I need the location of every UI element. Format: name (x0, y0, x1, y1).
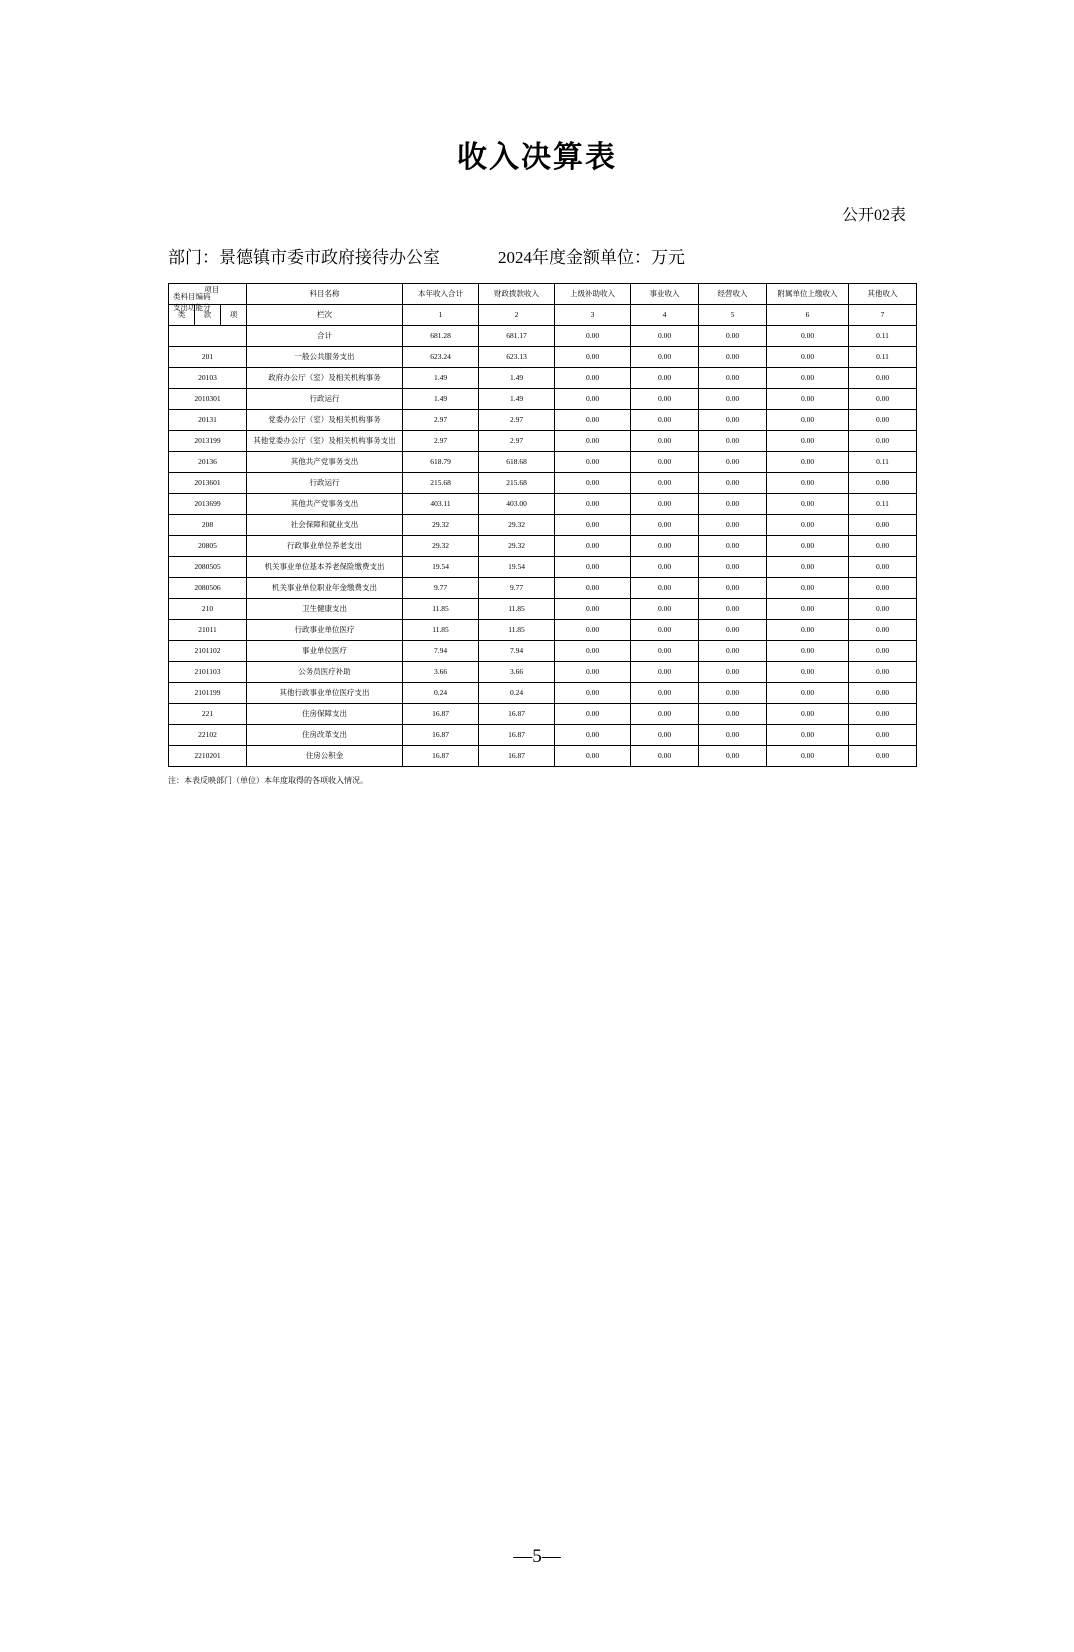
table-row (169, 494, 917, 515)
row-value-1: 3.66 (403, 662, 479, 683)
item-word-label: 项目 (204, 285, 220, 294)
row-code: 2080506 (169, 578, 247, 599)
row-subject-name: 党委办公厅（室）及相关机构事务 (247, 410, 403, 431)
row-value-6: 0.00 (767, 347, 849, 368)
table-row (169, 557, 917, 578)
row-value-7: 0.11 (849, 347, 917, 368)
row-subject-name: 机关事业单位基本养老保险缴费支出 (247, 557, 403, 578)
row-value-4: 0.00 (631, 389, 699, 410)
table-header-row (169, 284, 917, 305)
row-value-3: 0.00 (555, 620, 631, 641)
row-value-1: 11.85 (403, 620, 479, 641)
table-row (169, 431, 917, 452)
row-value-4: 0.00 (631, 515, 699, 536)
row-value-7: 0.00 (849, 746, 917, 767)
row-value-5: 0.00 (699, 347, 767, 368)
row-value-6: 0.00 (767, 599, 849, 620)
row-code: 20136 (169, 452, 247, 473)
row-code (169, 326, 247, 347)
row-code: 2101102 (169, 641, 247, 662)
row-value-3: 0.00 (555, 389, 631, 410)
row-value-4: 0.00 (631, 578, 699, 599)
row-value-1: 16.87 (403, 725, 479, 746)
row-value-3: 0.00 (555, 599, 631, 620)
row-value-7: 0.00 (849, 578, 917, 599)
row-code: 20131 (169, 410, 247, 431)
row-value-2: 681.17 (479, 326, 555, 347)
table-row (169, 620, 917, 641)
row-subject-name: 其他共产党事务支出 (247, 494, 403, 515)
row-value-2: 623.13 (479, 347, 555, 368)
document-page (0, 132, 1074, 1652)
column-index-4: 4 (631, 305, 699, 326)
row-value-6: 0.00 (767, 410, 849, 431)
row-value-6: 0.00 (767, 515, 849, 536)
row-value-1: 618.79 (403, 452, 479, 473)
row-value-7: 0.00 (849, 410, 917, 431)
row-value-2: 11.85 (479, 620, 555, 641)
row-value-5: 0.00 (699, 599, 767, 620)
row-value-3: 0.00 (555, 557, 631, 578)
row-value-7: 0.11 (849, 494, 917, 515)
table-row (169, 578, 917, 599)
row-code: 2080505 (169, 557, 247, 578)
row-value-2: 1.49 (479, 368, 555, 389)
row-value-3: 0.00 (555, 431, 631, 452)
functional-code-line2: 类科目编码 (173, 292, 211, 302)
row-subject-name: 其他行政事业单位医疗支出 (247, 683, 403, 704)
meta-row (0, 243, 1074, 273)
row-value-5: 0.00 (699, 431, 767, 452)
row-code: 2013601 (169, 473, 247, 494)
row-value-6: 0.00 (767, 389, 849, 410)
row-value-3: 0.00 (555, 536, 631, 557)
table-row (169, 368, 917, 389)
table-row (169, 599, 917, 620)
row-value-7: 0.00 (849, 515, 917, 536)
sheet-code-label: 公开02表 (841, 207, 906, 224)
row-value-7: 0.00 (849, 725, 917, 746)
row-value-4: 0.00 (631, 704, 699, 725)
row-value-4: 0.00 (631, 494, 699, 515)
row-value-4: 0.00 (631, 410, 699, 431)
row-value-2: 16.87 (479, 725, 555, 746)
row-code: 2013199 (169, 431, 247, 452)
row-value-6: 0.00 (767, 641, 849, 662)
page-number: —5— (513, 1546, 561, 1567)
row-value-2: 1.49 (479, 389, 555, 410)
row-value-3: 0.00 (555, 725, 631, 746)
row-value-4: 0.00 (631, 347, 699, 368)
row-value-5: 0.00 (699, 410, 767, 431)
row-value-3: 0.00 (555, 662, 631, 683)
row-value-4: 0.00 (631, 368, 699, 389)
table-row (169, 389, 917, 410)
row-value-5: 0.00 (699, 452, 767, 473)
col-header-4: 经营收入 (699, 284, 767, 305)
row-code: 208 (169, 515, 247, 536)
row-code: 221 (169, 704, 247, 725)
row-subject-name: 一般公共服务支出 (247, 347, 403, 368)
year-unit-label: 2024年度金额单位：万元 (498, 248, 685, 267)
row-value-1: 29.32 (403, 515, 479, 536)
code-subhead-xiang: 项 (221, 305, 247, 326)
row-value-7: 0.00 (849, 557, 917, 578)
row-value-5: 0.00 (699, 662, 767, 683)
row-value-4: 0.00 (631, 431, 699, 452)
table-subheader-row (169, 305, 917, 326)
row-value-4: 0.00 (631, 557, 699, 578)
table-row (169, 683, 917, 704)
row-value-2: 16.87 (479, 746, 555, 767)
table-row (169, 452, 917, 473)
row-value-6: 0.00 (767, 578, 849, 599)
row-value-2: 16.87 (479, 704, 555, 725)
row-subject-name: 住房公积金 (247, 746, 403, 767)
row-value-6: 0.00 (767, 431, 849, 452)
row-value-5: 0.00 (699, 578, 767, 599)
row-value-1: 7.94 (403, 641, 479, 662)
table-row (169, 347, 917, 368)
column-index-7: 7 (849, 305, 917, 326)
row-value-7: 0.00 (849, 641, 917, 662)
row-value-7: 0.11 (849, 326, 917, 347)
row-value-4: 0.00 (631, 620, 699, 641)
row-value-7: 0.00 (849, 599, 917, 620)
row-value-6: 0.00 (767, 452, 849, 473)
row-code: 2010301 (169, 389, 247, 410)
row-code: 20805 (169, 536, 247, 557)
row-value-1: 215.68 (403, 473, 479, 494)
row-value-7: 0.00 (849, 536, 917, 557)
row-value-4: 0.00 (631, 326, 699, 347)
table-note: 注：本表反映部门（单位）本年度取得的各项收入情况。 (168, 776, 368, 785)
column-index-1: 1 (403, 305, 479, 326)
row-value-5: 0.00 (699, 557, 767, 578)
row-value-4: 0.00 (631, 473, 699, 494)
table-row (169, 326, 917, 347)
row-value-2: 3.66 (479, 662, 555, 683)
row-value-5: 0.00 (699, 725, 767, 746)
table-row (169, 725, 917, 746)
table-row (169, 536, 917, 557)
row-code: 2101199 (169, 683, 247, 704)
row-value-5: 0.00 (699, 515, 767, 536)
row-subject-name: 行政事业单位养老支出 (247, 536, 403, 557)
row-subject-name: 事业单位医疗 (247, 641, 403, 662)
row-code: 22102 (169, 725, 247, 746)
row-value-5: 0.00 (699, 683, 767, 704)
row-value-1: 16.87 (403, 746, 479, 767)
row-value-4: 0.00 (631, 725, 699, 746)
row-value-6: 0.00 (767, 473, 849, 494)
row-value-7: 0.00 (849, 683, 917, 704)
row-code: 20103 (169, 368, 247, 389)
row-value-2: 403.00 (479, 494, 555, 515)
row-subject-name: 卫生健康支出 (247, 599, 403, 620)
row-value-3: 0.00 (555, 578, 631, 599)
row-code: 210 (169, 599, 247, 620)
row-subject-name: 公务员医疗补助 (247, 662, 403, 683)
row-value-3: 0.00 (555, 746, 631, 767)
row-value-7: 0.11 (849, 452, 917, 473)
row-value-6: 0.00 (767, 326, 849, 347)
row-value-1: 29.32 (403, 536, 479, 557)
row-value-5: 0.00 (699, 494, 767, 515)
row-value-3: 0.00 (555, 347, 631, 368)
row-value-2: 2.97 (479, 410, 555, 431)
row-subject-name: 合计 (247, 326, 403, 347)
row-value-6: 0.00 (767, 683, 849, 704)
table-row (169, 746, 917, 767)
table-row (169, 704, 917, 725)
row-value-1: 19.54 (403, 557, 479, 578)
functional-code-header (169, 284, 247, 312)
row-value-1: 2.97 (403, 431, 479, 452)
row-value-3: 0.00 (555, 368, 631, 389)
row-value-3: 0.00 (555, 473, 631, 494)
row-value-4: 0.00 (631, 452, 699, 473)
row-value-5: 0.00 (699, 368, 767, 389)
code-subhead-lei: 类 (169, 305, 195, 326)
row-subject-name: 其他党委办公厅（室）及相关机构事务支出 (247, 431, 403, 452)
col-header-3: 事业收入 (631, 284, 699, 305)
row-value-7: 0.00 (849, 662, 917, 683)
row-subject-name: 行政运行 (247, 389, 403, 410)
row-value-2: 7.94 (479, 641, 555, 662)
row-value-4: 0.00 (631, 641, 699, 662)
row-value-7: 0.00 (849, 620, 917, 641)
row-value-6: 0.00 (767, 704, 849, 725)
row-value-5: 0.00 (699, 641, 767, 662)
row-value-1: 1.49 (403, 368, 479, 389)
table-row (169, 641, 917, 662)
col-header-2: 上级补助收入 (555, 284, 631, 305)
row-value-6: 0.00 (767, 662, 849, 683)
row-value-4: 0.00 (631, 662, 699, 683)
row-value-7: 0.00 (849, 368, 917, 389)
subject-name-header: 科目名称 (247, 284, 403, 305)
column-index-label: 栏次 (247, 305, 403, 326)
row-value-2: 19.54 (479, 557, 555, 578)
col-header-6: 其他收入 (849, 284, 917, 305)
row-value-3: 0.00 (555, 410, 631, 431)
code-subhead-kuan: 款 (195, 305, 221, 326)
row-value-6: 0.00 (767, 620, 849, 641)
row-value-1: 0.24 (403, 683, 479, 704)
row-code: 21011 (169, 620, 247, 641)
row-value-7: 0.00 (849, 473, 917, 494)
table-row (169, 662, 917, 683)
column-index-3: 3 (555, 305, 631, 326)
row-subject-name: 住房改革支出 (247, 725, 403, 746)
row-value-6: 0.00 (767, 746, 849, 767)
row-subject-name: 行政事业单位医疗 (247, 620, 403, 641)
table-row (169, 473, 917, 494)
row-value-5: 0.00 (699, 473, 767, 494)
row-value-6: 0.00 (767, 557, 849, 578)
row-value-2: 618.68 (479, 452, 555, 473)
row-value-3: 0.00 (555, 452, 631, 473)
row-code: 2210201 (169, 746, 247, 767)
row-value-5: 0.00 (699, 704, 767, 725)
col-header-0: 本年收入合计 (403, 284, 479, 305)
column-index-2: 2 (479, 305, 555, 326)
table-row (169, 410, 917, 431)
row-value-2: 9.77 (479, 578, 555, 599)
row-value-4: 0.00 (631, 536, 699, 557)
row-subject-name: 住房保障支出 (247, 704, 403, 725)
functional-code-line1: 支出功能分 (173, 303, 211, 312)
row-value-3: 0.00 (555, 641, 631, 662)
row-value-5: 0.00 (699, 746, 767, 767)
row-value-7: 0.00 (849, 704, 917, 725)
col-header-1: 财政拨款收入 (479, 284, 555, 305)
row-value-1: 11.85 (403, 599, 479, 620)
row-value-1: 403.11 (403, 494, 479, 515)
column-index-5: 5 (699, 305, 767, 326)
row-value-2: 29.32 (479, 515, 555, 536)
row-code: 2013699 (169, 494, 247, 515)
row-value-1: 623.24 (403, 347, 479, 368)
row-subject-name: 社会保障和就业支出 (247, 515, 403, 536)
row-value-7: 0.00 (849, 389, 917, 410)
row-code: 201 (169, 347, 247, 368)
row-value-6: 0.00 (767, 725, 849, 746)
row-value-6: 0.00 (767, 368, 849, 389)
row-value-5: 0.00 (699, 389, 767, 410)
row-value-1: 9.77 (403, 578, 479, 599)
row-value-3: 0.00 (555, 683, 631, 704)
page-title: 收入决算表 (457, 141, 617, 174)
row-value-2: 29.32 (479, 536, 555, 557)
row-value-2: 215.68 (479, 473, 555, 494)
row-value-2: 0.24 (479, 683, 555, 704)
row-value-1: 681.28 (403, 326, 479, 347)
row-value-3: 0.00 (555, 326, 631, 347)
row-value-5: 0.00 (699, 620, 767, 641)
column-index-6: 6 (767, 305, 849, 326)
row-value-3: 0.00 (555, 515, 631, 536)
row-value-4: 0.00 (631, 599, 699, 620)
row-value-3: 0.00 (555, 494, 631, 515)
row-value-1: 1.49 (403, 389, 479, 410)
row-value-2: 2.97 (479, 431, 555, 452)
revenue-final-accounts-table (168, 283, 917, 767)
row-subject-name: 其他共产党事务支出 (247, 452, 403, 473)
row-value-4: 0.00 (631, 683, 699, 704)
col-header-5: 附属单位上缴收入 (767, 284, 849, 305)
row-value-3: 0.00 (555, 704, 631, 725)
row-value-5: 0.00 (699, 326, 767, 347)
department-label: 部门：景德镇市委市政府接待办公室 (168, 248, 440, 267)
row-value-6: 0.00 (767, 494, 849, 515)
table-row (169, 515, 917, 536)
row-value-1: 16.87 (403, 704, 479, 725)
row-subject-name: 行政运行 (247, 473, 403, 494)
row-value-2: 11.85 (479, 599, 555, 620)
row-value-7: 0.00 (849, 431, 917, 452)
row-value-1: 2.97 (403, 410, 479, 431)
row-value-5: 0.00 (699, 536, 767, 557)
row-subject-name: 机关事业单位职业年金缴费支出 (247, 578, 403, 599)
row-code: 2101103 (169, 662, 247, 683)
row-value-6: 0.00 (767, 536, 849, 557)
row-value-4: 0.00 (631, 746, 699, 767)
table-body (169, 326, 917, 767)
row-subject-name: 政府办公厅（室）及相关机构事务 (247, 368, 403, 389)
